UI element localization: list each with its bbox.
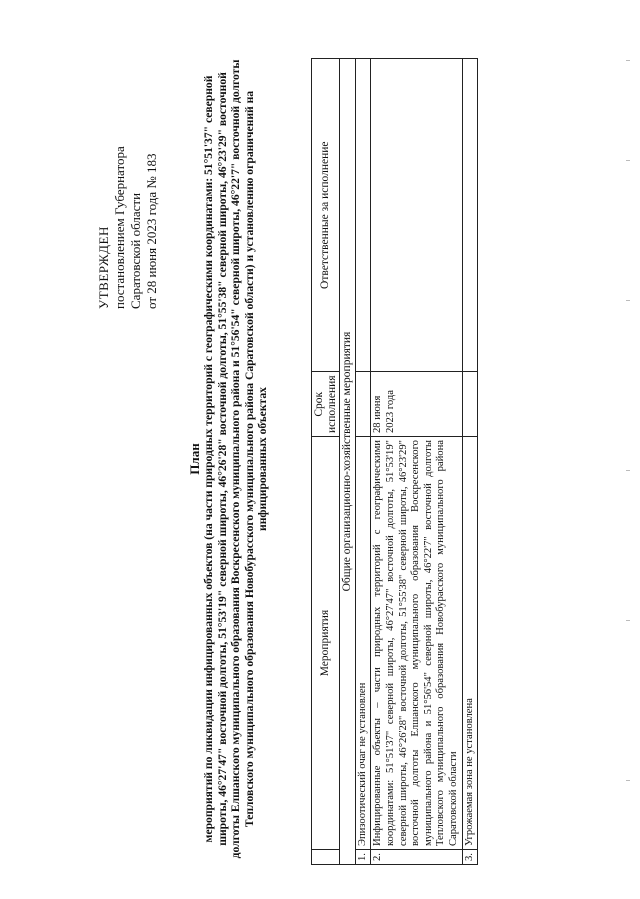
row-responsible — [462, 59, 478, 372]
row-responsible — [355, 59, 371, 372]
approval-stamp — [96, 49, 160, 309]
header-num — [312, 850, 340, 865]
row-activity: Угрожаемая зона не установлена — [462, 437, 478, 850]
activities-table — [311, 58, 478, 865]
row-term: 28 июня 2023 года — [371, 372, 462, 437]
header-responsible: Ответственные за исполнение — [312, 59, 340, 372]
row-number: 3. — [462, 850, 478, 865]
table-row — [371, 59, 462, 865]
plan-description: мероприятий по ликвидации инфицированных объектов (на части природных территорий с географическими координатами: 51°51'37" северной широты, 46°27'47" восточной долготы, 51°53'19" северной широты, 46°26'28" восточной долготы, 51°55'38" северной широты, 46°23'29" восточной долготы Елшанского муниципального образования Воскресенского муниципального района и 51°56'54" северной широты, 46°22'7" восточной долготы Тепловского муниципального образования Новобурасского муниципального района Саратовской области) и установлению ограничений на инфицированных объектах — [202, 59, 270, 859]
header-activities: Мероприятия — [312, 437, 340, 850]
table-row — [355, 59, 371, 865]
table-row — [462, 59, 478, 865]
row-number: 2. — [371, 850, 462, 865]
row-number: 1. — [355, 850, 371, 865]
row-activity: Эпизоотический очаг не установлен — [355, 437, 371, 850]
approval-line: Саратовской области — [128, 192, 143, 309]
row-activity: Инфицированные объекты – части природных территорий с географическими координатами: 51°51'37" северной широты, 46°27'47" восточной долготы, 51°53'19" северной широты, 46°26'28" восточной долготы, 51°55'38" северной широты, 46°23'29" восточной долготы Елшанского муниципального образования Воскресенского муниципального района и 51°56'54" северной широты, 46°22'7" восточной долготы Тепловского муниципального образования Новобурасского муниципального района Саратовской области — [371, 437, 462, 850]
approval-line: постановлением Губернатора — [112, 146, 127, 309]
scan-edge — [626, 0, 632, 899]
row-term — [462, 372, 478, 437]
row-term — [355, 372, 371, 437]
plan-heading: План — [187, 443, 202, 475]
section-row — [340, 59, 356, 865]
section-title: Общие организационно-хозяйственные мероприятия — [340, 59, 356, 865]
approval-title: УТВЕРЖДЕН — [96, 226, 111, 309]
approval-date: от 28 июня 2023 года № 183 — [144, 153, 159, 309]
plan-title-block — [188, 59, 269, 859]
table-header-row — [312, 59, 340, 865]
row-responsible — [371, 59, 462, 372]
header-term: Срок исполнения — [312, 372, 340, 437]
